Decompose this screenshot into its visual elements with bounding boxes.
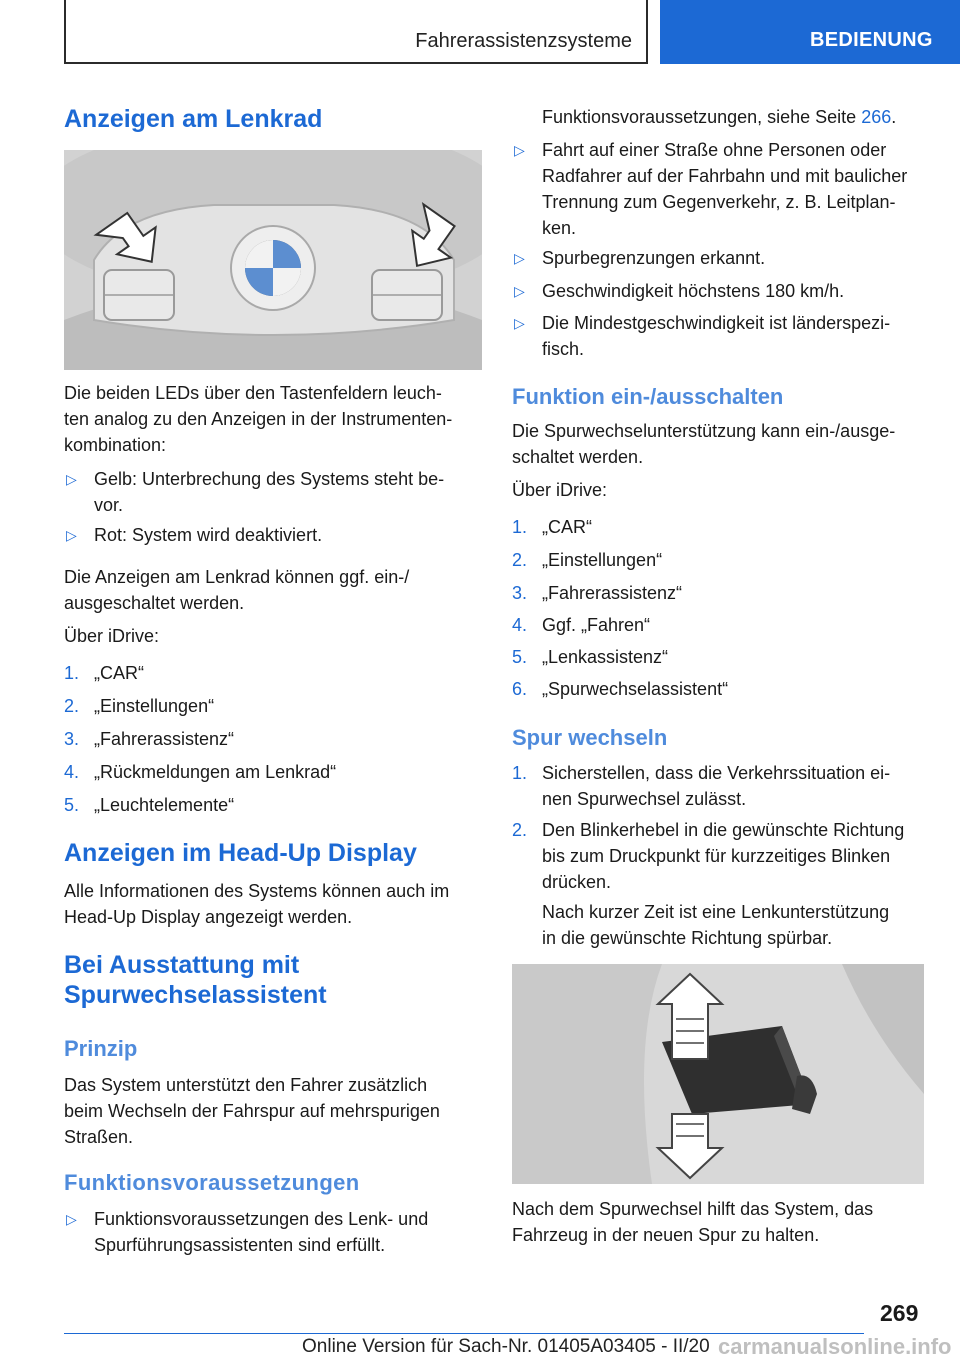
step-text: „Einstellungen“	[94, 696, 215, 716]
step-text-line: drücken.	[542, 872, 612, 892]
bullet-triangle-icon: ▷	[66, 527, 77, 543]
paragraph-anzeigen-line1: Die Anzeigen am Lenkrad können ggf. ein-/	[64, 567, 410, 587]
step-text: „Leuchtelemente“	[94, 795, 235, 815]
list-item-line: Spurführungsassistenten sind erfüllt.	[94, 1235, 386, 1255]
bullet-triangle-icon: ▷	[514, 315, 525, 331]
heading-funktion-ein-aus: Funktion ein-/ausschalten	[512, 384, 784, 409]
paragraph-prinzip-line1: Das System unterstützt den Fahrer zusätzlich	[64, 1075, 428, 1095]
step-number: 4.	[64, 762, 80, 782]
bullet-triangle-icon: ▷	[66, 471, 77, 487]
bullet-triangle-icon: ▷	[66, 1211, 77, 1227]
step-number: 6.	[512, 679, 528, 699]
step-number: 3.	[64, 729, 80, 749]
step-text: „CAR“	[542, 517, 592, 537]
bullet-triangle-icon: ▷	[514, 283, 525, 299]
bullet-triangle-icon: ▷	[514, 142, 525, 158]
paragraph-headup-line1: Alle Informationen des Systems können auch im	[64, 881, 450, 901]
step-text: „Einstellungen“	[542, 550, 663, 570]
paragraph-leds-line2: ten analog zu den Anzeigen in der Instrumenten-	[64, 409, 453, 429]
header-chapter-tab	[660, 0, 960, 64]
step-note-line2: in die gewünschte Richtung spürbar.	[542, 928, 833, 948]
list-item-line: Die Mindestgeschwindigkeit ist länderspezi-	[542, 313, 891, 333]
header-section-box	[64, 0, 648, 64]
heading-spur-wechseln: Spur wechseln	[512, 725, 668, 750]
list-item-line: Spurbegrenzungen erkannt.	[542, 248, 766, 268]
paragraph-prinzip-line2: beim Wechseln der Fahrspur auf mehrspurigen	[64, 1101, 440, 1121]
watermark: carmanualsonline.info	[718, 1334, 952, 1359]
paragraph-leds-line3: kombination:	[64, 435, 167, 455]
paragraph-after-change-line2: Fahrzeug in der neuen Spur zu halten.	[512, 1225, 820, 1245]
step-text: „Lenkassistenz“	[542, 647, 669, 667]
paragraph-after-change-line1: Nach dem Spurwechsel hilft das System, das	[512, 1199, 874, 1219]
paragraph-idrive: Über iDrive:	[64, 626, 160, 646]
step-text: „CAR“	[94, 663, 144, 683]
step-text-line: Den Blinkerhebel in die gewünschte Richtung	[542, 820, 905, 840]
heading-prinzip: Prinzip	[64, 1036, 138, 1061]
list-item-line: ken.	[542, 218, 577, 238]
turn-signal-lever-icon	[512, 964, 924, 1184]
paragraph-funktion-line2: schaltet werden.	[512, 447, 644, 467]
heading-funktionsvoraussetzungen: Funktionsvoraussetzungen	[64, 1170, 360, 1195]
list-item-line: vor.	[94, 495, 124, 515]
step-text-line: nen Spurwechsel zulässt.	[542, 789, 747, 809]
continuation-period: .	[891, 107, 897, 127]
step-number: 4.	[512, 615, 528, 635]
heading-anzeigen-lenkrad: Anzeigen am Lenkrad	[64, 105, 323, 133]
step-text: „Rückmeldungen am Lenkrad“	[94, 762, 337, 782]
list-item-line: Trennung zum Gegenverkehr, z. B. Leitplan-	[542, 192, 896, 212]
list-item-line: Radfahrer auf der Fahrbahn und mit baulicher	[542, 166, 908, 186]
paragraph-funktion-line1: Die Spurwechselunterstützung kann ein-/ausge-	[512, 421, 896, 441]
list-item-line: Geschwindigkeit höchstens 180 km/h.	[542, 281, 845, 301]
step-text: „Fahrerassistenz“	[542, 583, 683, 603]
step-number: 2.	[512, 820, 528, 840]
step-number: 1.	[64, 663, 80, 683]
continuation-line	[542, 104, 896, 130]
step-number: 1.	[512, 763, 528, 783]
step-number: 1.	[512, 517, 528, 537]
step-text: „Fahrerassistenz“	[94, 729, 235, 749]
step-note-line1: Nach kurzer Zeit ist eine Lenkunterstützung	[542, 902, 890, 922]
header-chapter-title: BEDIENUNG	[810, 29, 933, 51]
step-text: „Spurwechselassistent“	[542, 679, 729, 699]
heading-head-up-display: Anzeigen im Head-Up Display	[64, 839, 417, 867]
steering-wheel-icon	[64, 150, 482, 370]
step-text-line: bis zum Druckpunkt für kurzzeitiges Blinken	[542, 846, 891, 866]
heading-ausstattung-line1: Bei Ausstattung mit	[64, 951, 300, 979]
turn-signal-lever-illustration	[512, 964, 924, 1184]
step-number: 2.	[64, 696, 80, 716]
list-item-line: Rot: System wird deaktiviert.	[94, 525, 323, 545]
step-text-line: Sicherstellen, dass die Verkehrssituation ei-	[542, 763, 891, 783]
step-number: 5.	[512, 647, 528, 667]
step-number: 5.	[64, 795, 80, 815]
paragraph-leds-line1: Die beiden LEDs über den Tastenfeldern leuch-	[64, 383, 442, 403]
header-section-title: Fahrerassistenzsysteme	[415, 30, 632, 52]
page-number: 269	[880, 1300, 919, 1326]
steering-wheel-illustration	[64, 150, 482, 370]
online-version-text: Online Version für Sach-Nr. 01405A03405 - II/20	[302, 1336, 710, 1357]
paragraph-anzeigen-line2: ausgeschaltet werden.	[64, 593, 245, 613]
step-number: 3.	[512, 583, 528, 603]
list-item-line: fisch.	[542, 339, 585, 359]
paragraph-headup-line2: Head-Up Display angezeigt werden.	[64, 907, 353, 927]
bullet-triangle-icon: ▷	[514, 250, 525, 266]
paragraph-prinzip-line3: Straßen.	[64, 1127, 134, 1147]
paragraph-idrive: Über iDrive:	[512, 480, 608, 500]
page-reference-link[interactable]: 266	[861, 107, 892, 127]
step-number: 2.	[512, 550, 528, 570]
step-text: Ggf. „Fahren“	[542, 615, 651, 635]
list-item-line: Gelb: Unterbrechung des Systems steht be-	[94, 469, 445, 489]
continuation-text: Funktionsvoraussetzungen, siehe Seite	[542, 107, 857, 127]
list-item-line: Funktionsvoraussetzungen des Lenk- und	[94, 1209, 429, 1229]
list-item-line: Fahrt auf einer Straße ohne Personen oder	[542, 140, 887, 160]
heading-ausstattung-line2: Spurwechselassistent	[64, 981, 327, 1009]
